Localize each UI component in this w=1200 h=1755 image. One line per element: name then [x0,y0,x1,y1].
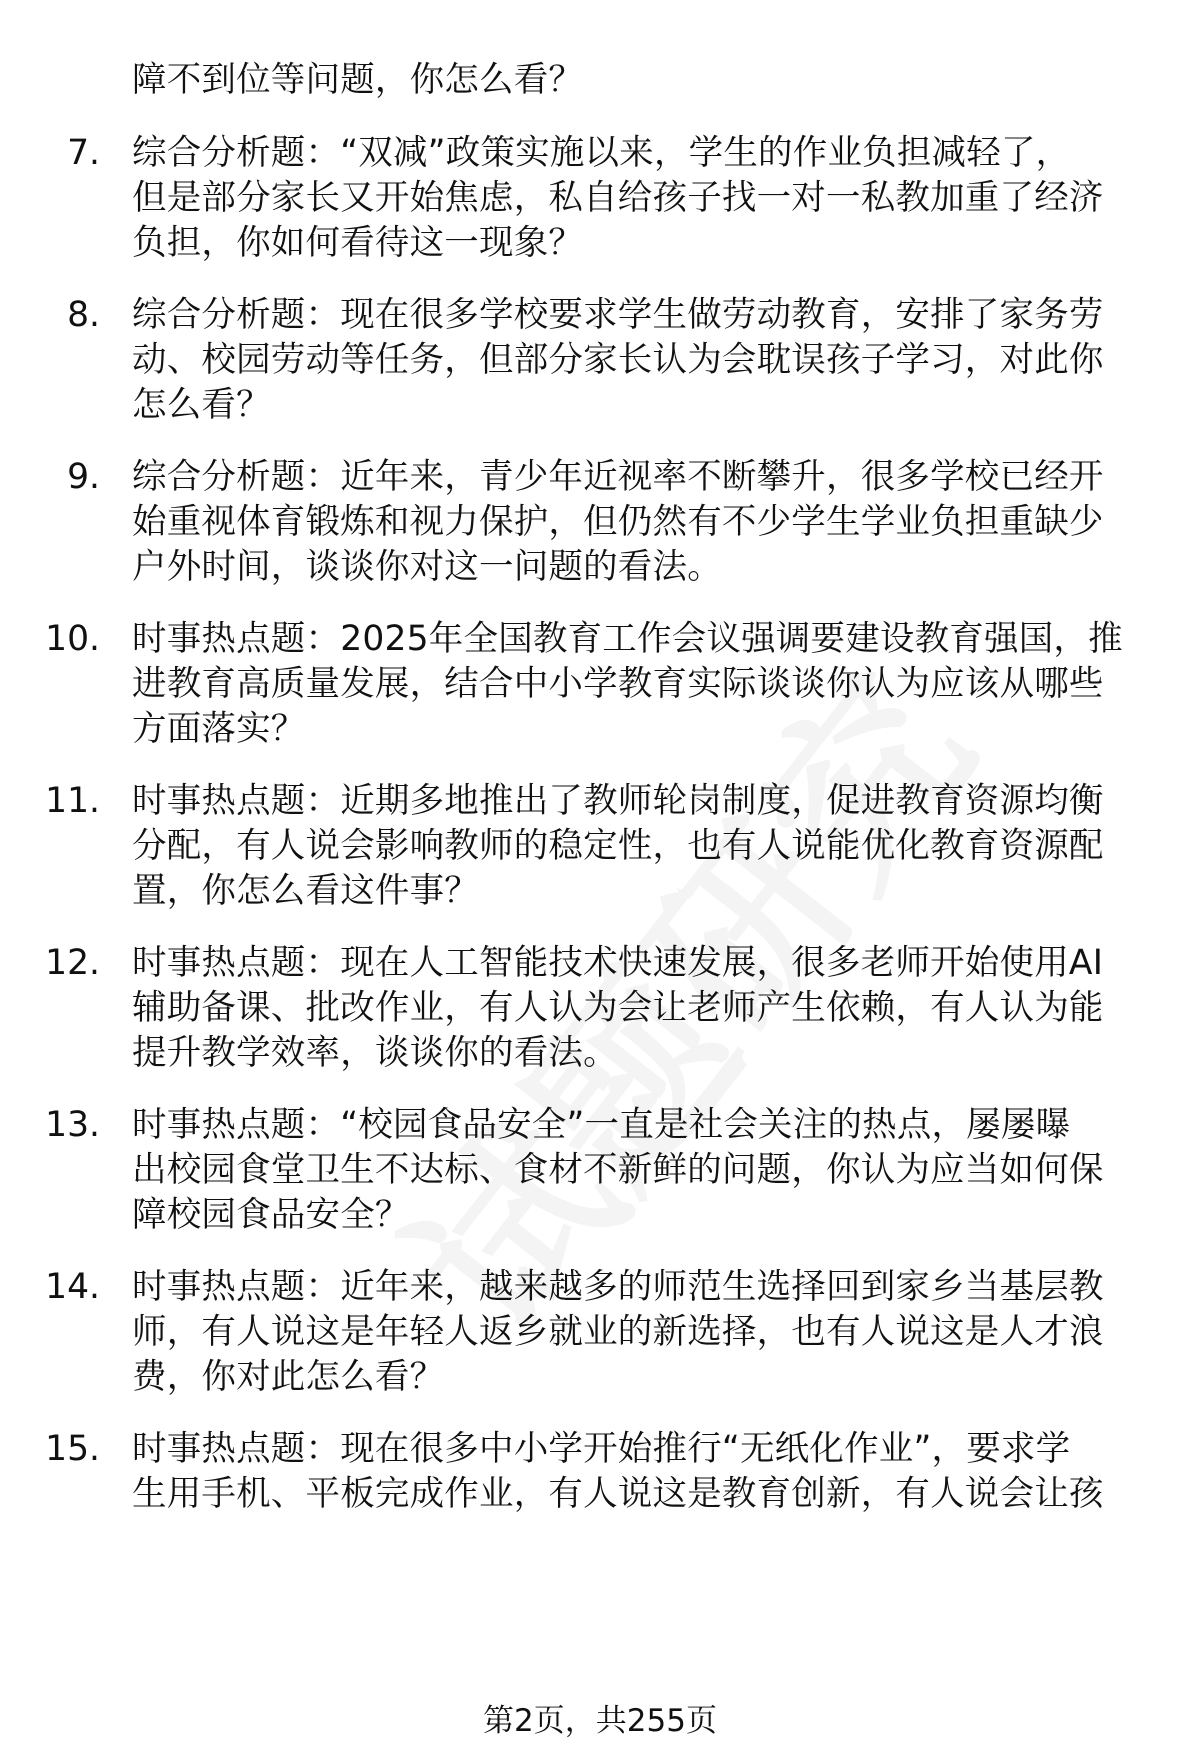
question-text-line: 辅助备课、批改作业，有人认为会让老师产生依赖，有人认为能 [132,988,1104,1028]
question-text-line: 费，你对此怎么看？ [132,1357,445,1397]
question-text-line: 时事热点题：近年来，越来越多的师范生选择回到家乡当基层教 [132,1267,1104,1307]
question-text-line: 提升教学效率，谈谈你的看法。 [132,1033,618,1073]
continuation-line: 障不到位等问题，你怎么看？ [132,60,584,100]
question-text-line: 时事热点题：现在人工智能技术快速发展，很多老师开始使用AI [132,943,1104,983]
question-text-line: 综合分析题：“双减”政策实施以来，学生的作业负担减轻了， [132,133,1071,173]
question-number: 13. [45,1105,100,1145]
question-text-line: 综合分析题：现在很多学校要求学生做劳动教育，安排了家务劳 [132,295,1104,335]
question-number: 9. [67,457,100,497]
question-number: 14. [45,1267,100,1307]
question-text-line: 师，有人说这是年轻人返乡就业的新选择，也有人说这是人才浪 [132,1312,1104,1352]
question-text-line: 动、校园劳动等任务，但部分家长认为会耽误孩子学习，对此你 [132,340,1104,380]
question-text-line: 时事热点题：2025年全国教育工作会议强调要建设教育强国，推 [132,619,1123,659]
question-number: 12. [45,943,100,983]
question-text-line: 方面落实？ [132,709,306,749]
question-text-line: 户外时间，谈谈你对这一问题的看法。 [132,547,722,587]
question-text-line: 生用手机、平板完成作业，有人说这是教育创新，有人说会让孩 [132,1474,1104,1514]
question-number: 10. [45,619,100,659]
question-text-line: 负担，你如何看待这一现象？ [132,223,584,263]
page-number-footer: 第2页，共255页 [483,1703,717,1739]
question-text-line: 但是部分家长又开始焦虑，私自给孩子找一对一私教加重了经济 [132,178,1104,218]
question-text-line: 进教育高质量发展，结合中小学教育实际谈谈你认为应该从哪些 [132,664,1104,704]
question-text-line: 分配，有人说会影响教师的稳定性，也有人说能优化教育资源配 [132,826,1104,866]
question-text-line: 时事热点题：现在很多中小学开始推行“无纸化作业”，要求学 [132,1429,1071,1469]
question-text-line: 障校园食品安全？ [132,1195,410,1235]
question-text-line: 怎么看？ [132,385,271,425]
question-number: 15. [45,1429,100,1469]
question-text-line: 始重视体育锻炼和视力保护，但仍然有不少学生学业负担重缺少 [132,502,1104,542]
question-text-line: 综合分析题：近年来，青少年近视率不断攀升，很多学校已经开 [132,457,1104,497]
question-number: 11. [45,781,100,821]
question-text-line: 时事热点题：“校园食品安全”一直是社会关注的热点，屡屡曝 [132,1105,1071,1145]
question-text-line: 置，你怎么看这件事？ [132,871,479,911]
question-text-line: 出校园食堂卫生不达标、食材不新鲜的问题，你认为应当如何保 [132,1150,1104,1190]
question-text-line: 时事热点题：近期多地推出了教师轮岗制度，促进教育资源均衡 [132,781,1104,821]
question-number: 7. [67,133,100,173]
question-number: 8. [67,295,100,335]
